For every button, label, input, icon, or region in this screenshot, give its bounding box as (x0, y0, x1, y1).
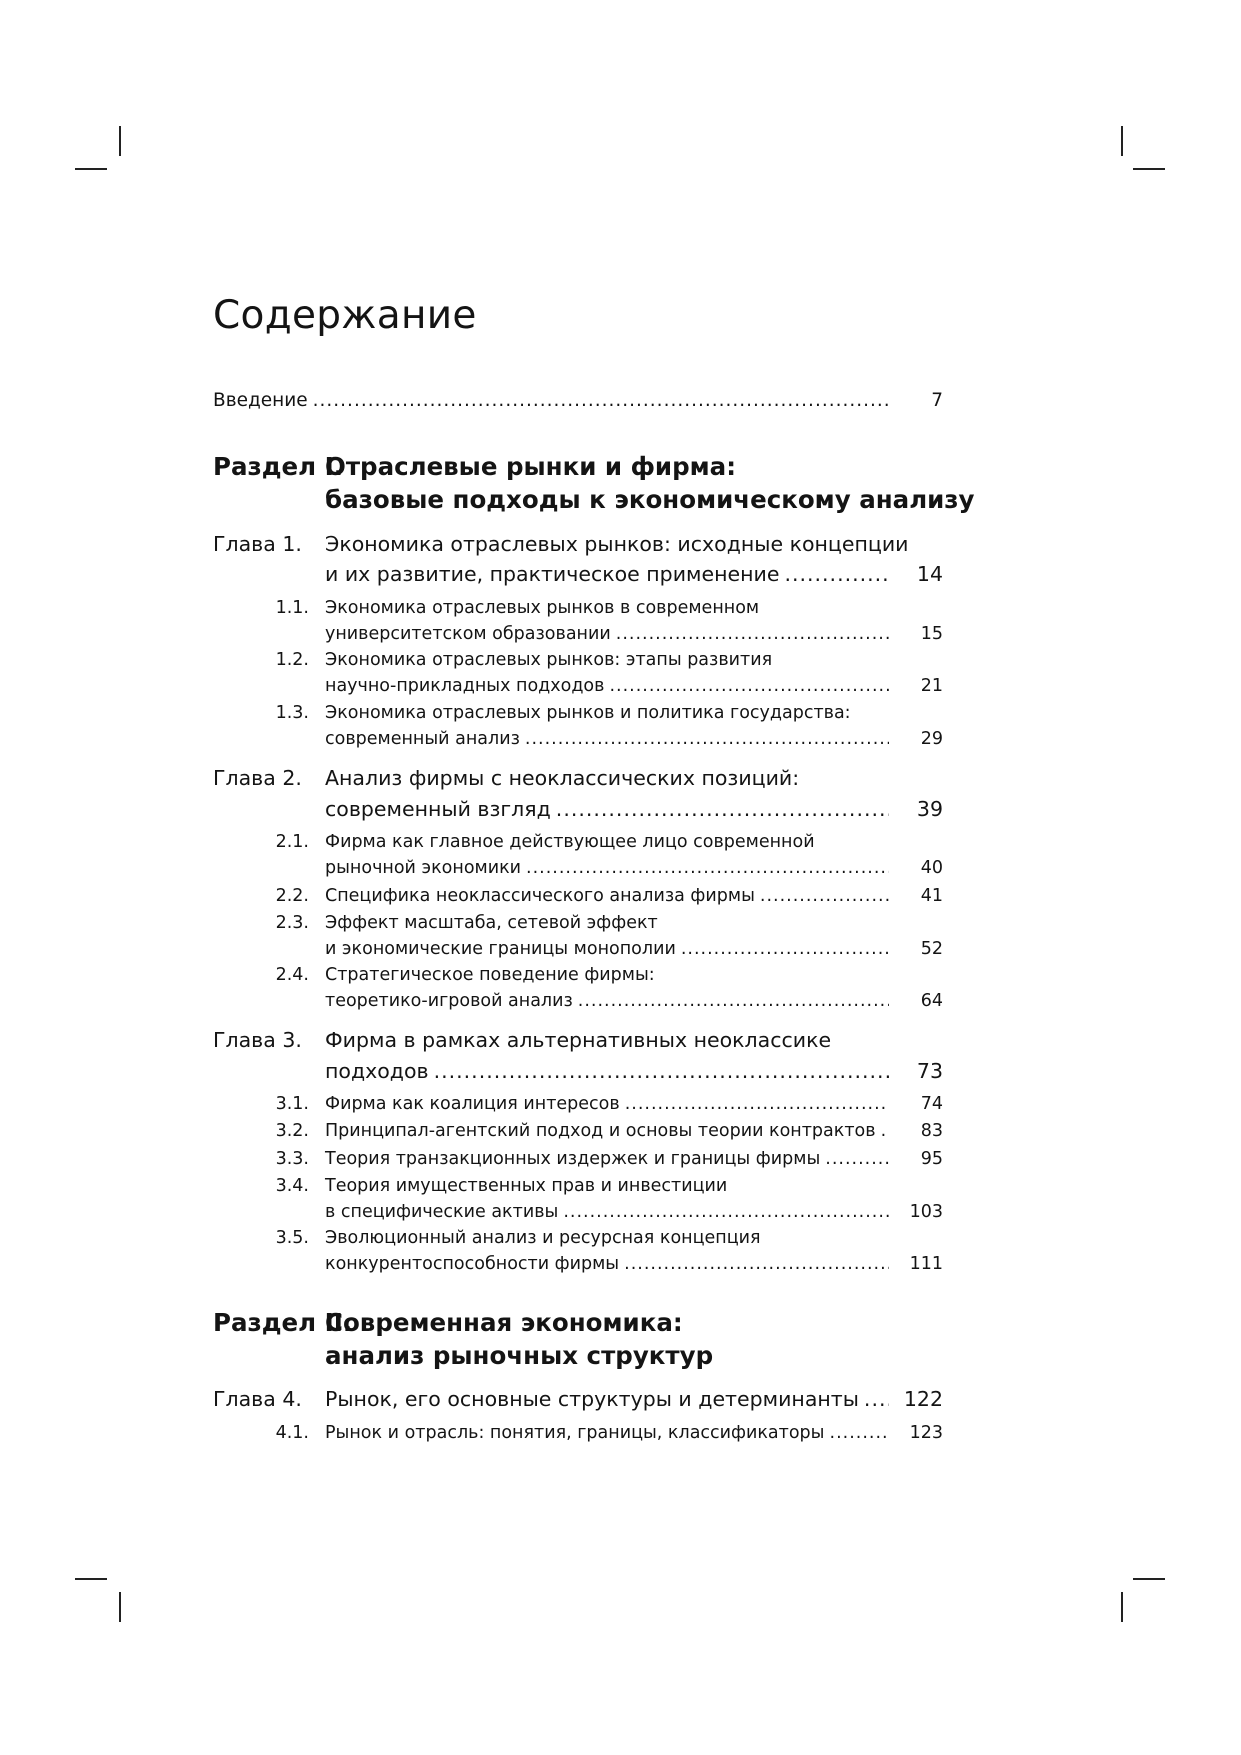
toc-page-number: 103 (909, 1202, 943, 1222)
chapter-title: современный взгляд (325, 797, 551, 821)
section-number: 1.3. (275, 703, 309, 723)
section-title[interactable]: Эффект масштаба, сетевой эффект (325, 913, 658, 933)
chapter-title: и их развитие, практическое применение (325, 562, 780, 586)
crop-mark (1121, 126, 1123, 156)
toc-page-number: 83 (920, 1121, 943, 1141)
chapter-label: Глава 3. (213, 1028, 302, 1052)
chapter-label: Глава 4. (213, 1387, 302, 1411)
section-number: 3.1. (275, 1094, 309, 1114)
section-title[interactable]: Экономика отраслевых рынков и политика государства: (325, 703, 851, 723)
crop-mark (1133, 1578, 1165, 1580)
section-title[interactable]: Фирма как главное действующее лицо современной (325, 832, 815, 852)
toc-page-number: 29 (920, 729, 943, 749)
chapter-title[interactable]: Экономика отраслевых рынков: исходные концепции (325, 532, 909, 556)
crop-mark (75, 168, 107, 170)
toc-page-number: 64 (920, 991, 943, 1011)
dot-leader (609, 676, 889, 696)
section-title: Рынок и отрасль: понятия, границы, классификаторы (325, 1423, 825, 1443)
part-title: Современная экономика: (325, 1308, 683, 1337)
section-number: 3.4. (275, 1176, 309, 1196)
dot-leader (760, 886, 889, 906)
toc-page-number: 41 (920, 886, 943, 906)
section-title[interactable]: Экономика отраслевых рынков: этапы развития (325, 650, 773, 670)
section-number: 4.1. (275, 1423, 309, 1443)
toc-page-number: 15 (920, 624, 943, 644)
part-prefix: Раздел II. (213, 1308, 353, 1337)
toc-entry-section[interactable] (325, 1149, 943, 1169)
crop-mark (119, 126, 121, 156)
toc-entry-label: Введение (213, 390, 308, 411)
toc-page-number: 74 (920, 1094, 943, 1114)
toc-page-number: 52 (920, 939, 943, 959)
section-title: конкурентоспособности фирмы (325, 1254, 620, 1274)
toc-page-number: 111 (909, 1254, 943, 1274)
section-title: научно-прикладных подходов (325, 676, 605, 696)
toc-entry-section[interactable] (325, 624, 943, 644)
toc-entry-section[interactable] (325, 1121, 943, 1141)
dot-leader (616, 624, 889, 644)
section-title[interactable]: Эволюционный анализ и ресурсная концепция (325, 1228, 761, 1248)
toc-page-number: 73 (916, 1059, 943, 1083)
section-number: 1.1. (275, 598, 309, 618)
dot-leader (525, 729, 889, 749)
section-title: рыночной экономики (325, 858, 522, 878)
section-title: и экономические границы монополии (325, 939, 676, 959)
part-title: Отраслевые рынки и фирма: (325, 452, 736, 481)
toc-entry-chapter[interactable] (325, 562, 943, 586)
part-title: базовые подходы к экономическому анализу (325, 485, 975, 514)
dot-leader (313, 390, 889, 411)
dot-leader (434, 1059, 889, 1083)
toc-entry-section[interactable] (325, 676, 943, 696)
section-number: 2.3. (275, 913, 309, 933)
toc-entry-chapter[interactable] (325, 1387, 943, 1411)
toc-entry-chapter[interactable] (325, 1059, 943, 1083)
toc-entry-section[interactable] (325, 991, 943, 1011)
dot-leader (578, 991, 889, 1011)
dot-leader (563, 1202, 889, 1222)
toc-entry-section[interactable] (325, 1254, 943, 1274)
toc-page-number: 122 (903, 1387, 943, 1411)
chapter-label: Глава 2. (213, 766, 302, 790)
dot-leader (864, 1387, 889, 1411)
dot-leader (681, 939, 889, 959)
toc-page-number: 7 (931, 390, 943, 411)
section-title: современный анализ (325, 729, 520, 749)
chapter-title[interactable]: Анализ фирмы с неоклассических позиций: (325, 766, 800, 790)
toc-entry-section[interactable] (325, 1094, 943, 1114)
toc-page-number: 14 (916, 562, 943, 586)
toc-page-number: 21 (920, 676, 943, 696)
toc-entry-section[interactable] (325, 1202, 943, 1222)
section-title: университетском образовании (325, 624, 611, 644)
toc-entry-intro[interactable] (213, 390, 943, 411)
section-title: Фирма как коалиция интересов (325, 1094, 620, 1114)
crop-mark (1133, 168, 1165, 170)
dot-leader (625, 1094, 889, 1114)
toc-page-number: 39 (916, 797, 943, 821)
section-title[interactable]: Стратегическое поведение фирмы: (325, 965, 655, 985)
section-number: 3.3. (275, 1149, 309, 1169)
toc-page-number: 40 (920, 858, 943, 878)
section-title[interactable]: Экономика отраслевых рынков в современном (325, 598, 760, 618)
section-title: Специфика неоклассического анализа фирмы (325, 886, 755, 906)
page-title: Содержание (213, 293, 477, 338)
section-title[interactable]: Теория имущественных прав и инвестиции (325, 1176, 728, 1196)
part-title: анализ рыночных структур (325, 1341, 714, 1370)
chapter-title: подходов (325, 1059, 429, 1083)
section-number: 2.1. (275, 832, 309, 852)
chapter-title: Рынок, его основные структуры и детерминанты (325, 1387, 859, 1411)
part-prefix: Раздел I. (213, 452, 344, 481)
section-number: 2.4. (275, 965, 309, 985)
crop-mark (119, 1592, 121, 1622)
dot-leader (526, 858, 889, 878)
dot-leader (881, 1121, 889, 1141)
section-number: 2.2. (275, 886, 309, 906)
toc-page-number: 95 (920, 1149, 943, 1169)
dot-leader (830, 1423, 890, 1443)
section-title: теоретико-игровой анализ (325, 991, 573, 1011)
toc-page-number: 123 (909, 1423, 943, 1443)
toc-entry-section[interactable] (325, 1423, 943, 1443)
section-number: 3.5. (275, 1228, 309, 1248)
dot-leader (556, 797, 889, 821)
section-title: в специфические активы (325, 1202, 559, 1222)
toc-entry-section[interactable] (325, 939, 943, 959)
section-number: 1.2. (275, 650, 309, 670)
crop-mark (1121, 1592, 1123, 1622)
toc-entry-chapter[interactable] (325, 797, 943, 821)
dot-leader (784, 562, 889, 586)
section-number: 3.2. (275, 1121, 309, 1141)
chapter-label: Глава 1. (213, 532, 302, 556)
crop-mark (75, 1578, 107, 1580)
chapter-title[interactable]: Фирма в рамках альтернативных неоклассике (325, 1028, 832, 1052)
section-title: Теория транзакционных издержек и границы фирмы (325, 1149, 821, 1169)
toc-entry-section[interactable] (325, 858, 943, 878)
toc-entry-section[interactable] (325, 729, 943, 749)
toc-entry-section[interactable] (325, 886, 943, 906)
dot-leader (825, 1149, 889, 1169)
dot-leader (624, 1254, 889, 1274)
section-title: Принципал-агентский подход и основы теории контрактов (325, 1121, 876, 1141)
